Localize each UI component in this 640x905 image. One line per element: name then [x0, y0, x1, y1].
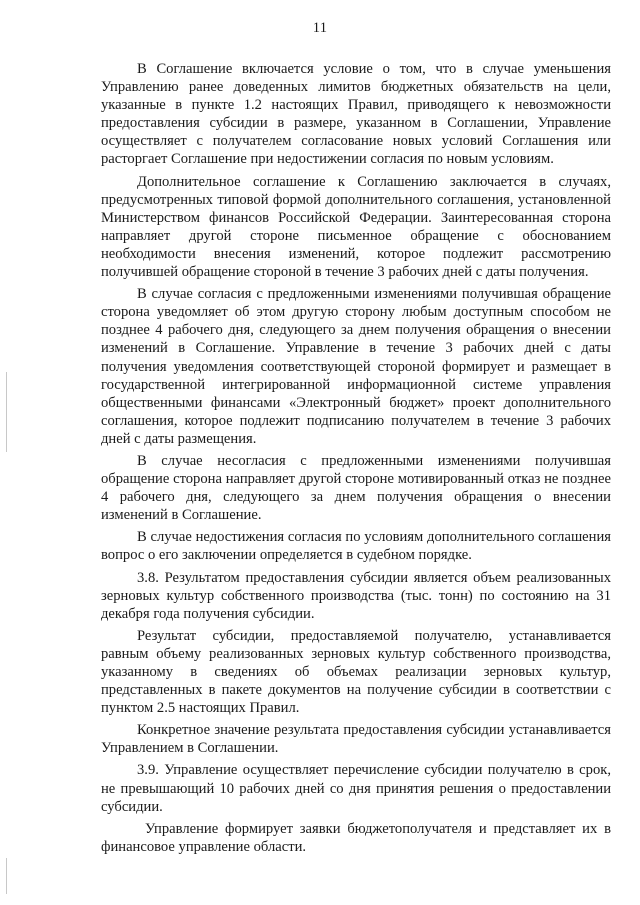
paragraph: Дополнительное соглашение к Соглашению заключается в случаях, предусмотренных типовой формой дополнительного соглашения, установленной Министерством финансов Российской Федерации. Заинтересованная сторона направляет другой стороне письменное обращение с обоснованием необходимости внесения изменений, которое подлежит рассмотрению получившей обращение стороной в течение 3 рабочих дней с даты получения. [101, 173, 611, 281]
paragraph: 3.9. Управление осуществляет перечисление субсидии получателю в срок, не превышающий 10 рабочих дней со дня принятия решения о предоставлении субсидии. [101, 762, 611, 815]
paragraph: Управление формирует заявки бюджетополучателя и представляет их в финансовое управление области. [101, 820, 611, 855]
page-number: 11 [312, 20, 328, 36]
paragraph: В случае согласия с предложенными изменениями получившая обращение сторона уведомляет об этом другую сторону любым доступным способом не позднее 4 рабочего дня, следующего за днем получения обращения о внесении изменений в Соглашение. Управление в течение 3 рабочих дней с даты получения уведомления соответствующей стороной формирует и размещает в государственной интегрированной информационной системе управления общественными финансами «Электронный бюджет» проект дополнительного соглашения, которое подлежит подписанию получателем в течение 3 рабочих дней с даты размещения. [101, 286, 611, 447]
paragraph: В случае несогласия с предложенными изменениями получившая обращение сторона направляет другой стороне мотивированный отказ не позднее 4 рабочего дня, следующего за днем получения обращения о внесении изменений в Соглашение. [101, 452, 611, 524]
paragraph: Результат субсидии, предоставляемой получателю, устанавливается равным объему реализованных зерновых культур собственного производства, указанному в сведениях об объемах реализации зерновых культур, представленных в пакете документов на получение субсидии в соответствии с пунктом 2.5 настоящих Правил. [101, 627, 611, 717]
paragraph: Конкретное значение результата предоставления субсидии устанавливается Управлением в Соглашении. [101, 722, 611, 757]
scan-margin-mark [6, 372, 7, 452]
scan-margin-mark [6, 858, 7, 894]
paragraph: 3.8. Результатом предоставления субсидии является объем реализованных зерновых культур собственного производства (тыс. тонн) по состоянию на 31 декабря года получения субсидии. [101, 569, 611, 622]
paragraph: В Соглашение включается условие о том, что в случае уменьшения Управлению ранее доведенных лимитов бюджетных обязательств на цели, указанные в пункте 1.2 настоящих Правил, приводящего к невозможности предоставления субсидии в размере, указанном в Соглашении, Управление осуществляет с получателем согласование новых условий Соглашения или расторгает Соглашение при недостижении согласия по новым условиям. [101, 61, 611, 168]
paragraph: В случае недостижения согласия по условиям дополнительного соглашения вопрос о его заключении определяется в судебном порядке. [101, 529, 611, 564]
document-body [101, 60, 611, 860]
